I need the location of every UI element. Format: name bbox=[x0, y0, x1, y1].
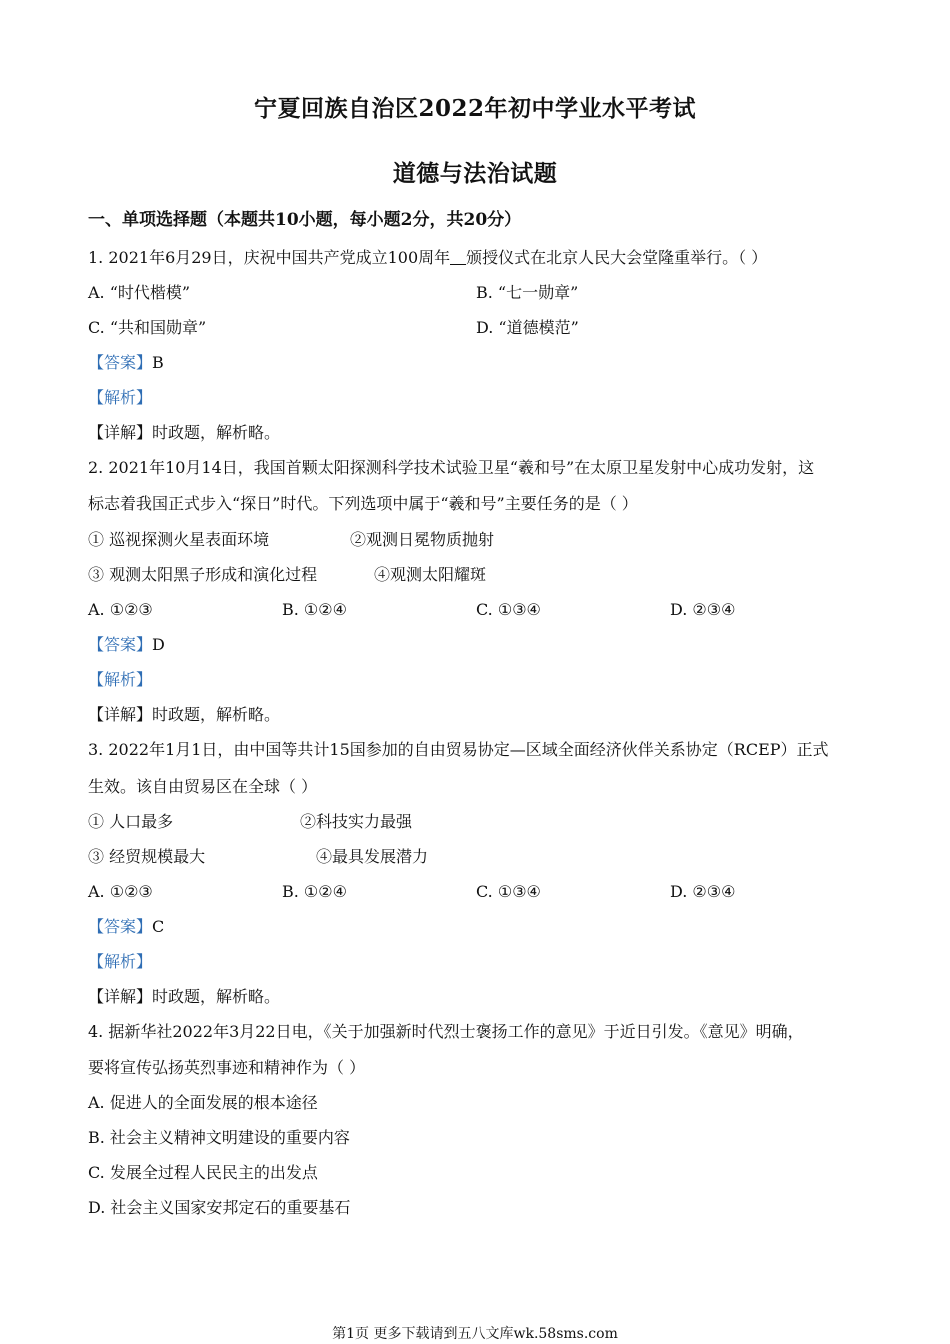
fill-blank bbox=[450, 250, 466, 265]
question-1-stem-part-b: 颁授仪式在北京人民大会堂隆重举行。（ ） bbox=[466, 248, 768, 267]
question-3-option-c: C. ①③④ bbox=[476, 882, 541, 901]
question-3-item-2: ②科技实力最强 bbox=[300, 812, 413, 831]
question-3-option-a: A. ①②③ bbox=[88, 882, 153, 901]
question-2-detail: 【详解】时政题，解析略。 bbox=[88, 705, 281, 724]
answer-tag: 【答案】 bbox=[88, 353, 153, 372]
question-2-option-a: A. ①②③ bbox=[88, 600, 153, 619]
question-3-analysis-tag: 【解析】 bbox=[88, 952, 153, 971]
question-2-analysis-tag: 【解析】 bbox=[88, 670, 153, 689]
question-1-stem bbox=[88, 248, 767, 268]
question-1-answer bbox=[88, 353, 164, 373]
question-3-answer bbox=[88, 917, 164, 937]
question-3-option-d: D. ②③④ bbox=[670, 882, 736, 901]
question-2-stem-line-1: 2. 2021年10月14日，我国首颗太阳探测科学技术试验卫星“羲和号”在太原卫星发射中心成功发射，这 bbox=[88, 458, 815, 477]
question-3-option-b: B. ①②④ bbox=[282, 882, 347, 901]
question-2-item-2: ②观测日冕物质抛射 bbox=[350, 530, 495, 549]
question-2-option-b: B. ①②④ bbox=[282, 600, 347, 619]
question-2-option-d: D. ②③④ bbox=[670, 600, 736, 619]
question-3-stem-line-2: 生效。该自由贸易区在全球（ ） bbox=[88, 777, 318, 796]
question-4-stem-line-2: 要将宣传弘扬英烈事迹和精神作为（ ） bbox=[88, 1058, 366, 1077]
question-3-detail: 【详解】时政题，解析略。 bbox=[88, 987, 281, 1006]
question-2-item-1: ① 巡视探测火星表面环境 bbox=[88, 530, 270, 549]
question-4-option-b: B. 社会主义精神文明建设的重要内容 bbox=[88, 1128, 350, 1147]
question-2-item-4: ④观测太阳耀斑 bbox=[374, 565, 487, 584]
question-2-option-c: C. ①③④ bbox=[476, 600, 541, 619]
question-1-option-a: A. “时代楷模” bbox=[88, 283, 191, 302]
answer-tag: 【答案】 bbox=[88, 917, 153, 936]
question-1-option-d: D. “道德模范” bbox=[476, 318, 579, 337]
question-4-option-d: D. 社会主义国家安邦定石的重要基石 bbox=[88, 1198, 351, 1217]
question-3-item-1: ① 人口最多 bbox=[88, 812, 174, 831]
section-header: 一、单项选择题（本题共10小题，每小题2分，共20分） bbox=[88, 210, 522, 230]
page-footer: 第1页 更多下载请到五八文库wk.58sms.com bbox=[332, 1326, 618, 1342]
question-3-item-4: ④最具发展潜力 bbox=[316, 847, 429, 866]
question-2-stem-line-2: 标志着我国正式步入“探日”时代。下列选项中属于“羲和号”主要任务的是（ ） bbox=[88, 494, 638, 513]
question-1-option-c: C. “共和国勋章” bbox=[88, 318, 207, 337]
answer-value: C bbox=[152, 917, 165, 936]
answer-tag: 【答案】 bbox=[88, 635, 153, 654]
answer-value: B bbox=[152, 353, 164, 372]
question-2-item-3: ③ 观测太阳黑子形成和演化过程 bbox=[88, 565, 318, 584]
answer-value: D bbox=[152, 635, 165, 654]
question-4-option-c: C. 发展全过程人民民主的出发点 bbox=[88, 1163, 318, 1182]
question-2-answer bbox=[88, 635, 165, 655]
exam-title: 宁夏回族自治区2022年初中学业水平考试 bbox=[253, 95, 696, 122]
question-3-item-3: ③ 经贸规模最大 bbox=[88, 847, 206, 866]
question-1-detail: 【详解】时政题，解析略。 bbox=[88, 423, 281, 442]
question-1-analysis-tag: 【解析】 bbox=[88, 388, 153, 407]
question-4-option-a: A. 促进人的全面发展的根本途径 bbox=[88, 1093, 318, 1112]
question-3-stem-line-1: 3. 2022年1月1日，由中国等共计15国参加的自由贸易协定—区域全面经济伙伴关系协定（RCEP）正式 bbox=[88, 740, 829, 759]
question-1-stem-part-a: 1. 2021年6月29日，庆祝中国共产党成立100周年 bbox=[88, 248, 451, 267]
question-4-stem-line-1: 4. 据新华社2022年3月22日电，《关于加强新时代烈士褒扬工作的意见》于近日引发。《意见》明确， bbox=[88, 1022, 804, 1041]
exam-subtitle: 道德与法治试题 bbox=[392, 160, 558, 187]
question-1-option-b: B. “七一勋章” bbox=[476, 283, 579, 302]
